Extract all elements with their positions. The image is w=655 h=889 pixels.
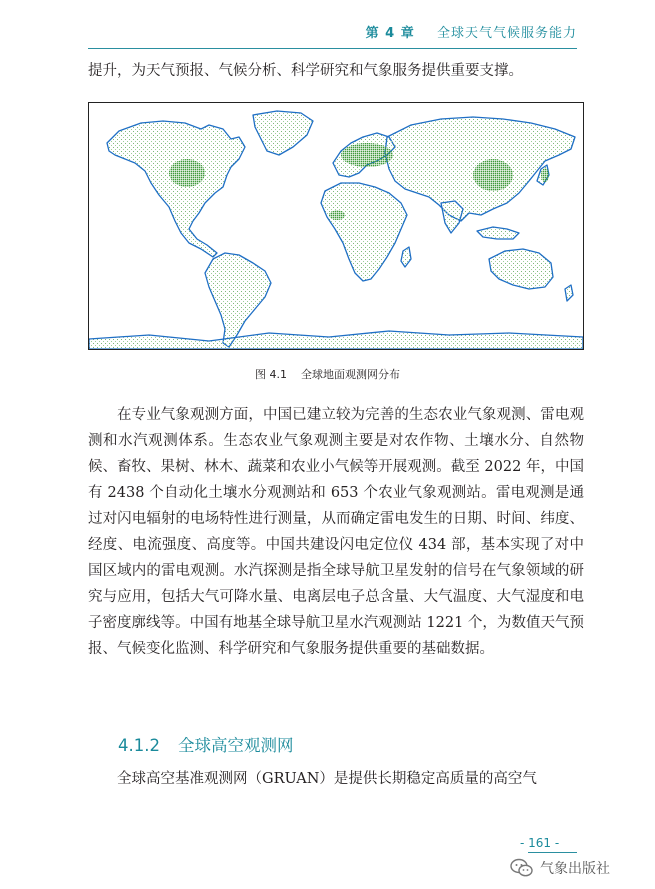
north-america-landmass: [107, 121, 245, 257]
indonesia-landmass: [477, 227, 519, 239]
paragraph-gruan: 全球高空基准观测网（GRUAN）是提供长期稳定高质量的高空气: [117, 771, 537, 787]
australia-landmass: [489, 249, 553, 289]
footer-rule: [528, 852, 577, 853]
chapter-title: [366, 22, 577, 41]
greenland-landmass: [253, 111, 313, 155]
paragraph-continued: 提升，为天气预报、气候分析、科学研究和气象服务提供重要支撑。: [88, 63, 523, 79]
antarctica-landmass: [89, 331, 583, 349]
watermark-text: 气象出版社: [540, 861, 610, 877]
india-landmass: [441, 201, 463, 233]
section-number: 4.1.2: [118, 736, 160, 755]
paragraph-observation: 在专业气象观测方面，中国已建立较为完善的生态农业气象观测、雷电观测和水汽观测体系。生态农业气象观测主要是对农作物、土壤水分、自然物候、畜牧、果树、林木、蔬菜和农业小气候等开展观测。截至 2022 年，中国有 2438 个自动化土壤水分观测站和 653 个农业气象观测站。雷电观测是通过对闪电辐射的电场特性进行测量，从而确定雷电发生的日期、时间、纬度、经度、电流强度、高度等。中国共建设闪电定位仪 434 部，基本实现了对中国区域内的雷电观测。水汽探测是指全球导航卫星发射的信号在气象领域的研究与应用，包括大气可降水量、电离层电子总含量、大气温度、大气湿度和电子密度廓线等。中国有地基全球导航卫星水汽观测站 1221 个，为数值天气预报、气候变化监测、科学研究和气象服务提供重要的基础数据。: [88, 407, 584, 657]
station-cluster-china: [473, 159, 513, 191]
page-number: - 161 -: [520, 836, 560, 850]
station-cluster-east-africa: [329, 210, 345, 220]
new-zealand-landmass: [565, 285, 573, 301]
africa-landmass: [321, 183, 407, 281]
world-map-figure: [88, 102, 584, 350]
section-heading: [118, 732, 293, 756]
figure-caption-text: 全球地面观测网分布: [301, 368, 400, 381]
wechat-icon: [510, 858, 534, 878]
world-map: [89, 103, 583, 349]
chapter-number: 第 4 章: [365, 26, 415, 41]
publisher-watermark: [508, 855, 616, 881]
madagascar-landmass: [401, 247, 411, 267]
south-america-landmass: [205, 253, 271, 347]
figure-caption: [0, 366, 655, 382]
station-cluster-europe: [341, 143, 393, 167]
section-title: 全球高空观测网: [177, 736, 294, 755]
station-cluster-north-america: [169, 159, 205, 187]
figure-number: 图 4.1: [255, 368, 287, 381]
chapter-name: 全球天气气候服务能力: [436, 26, 577, 41]
running-header: [88, 12, 577, 49]
station-cluster-japan: [541, 168, 549, 182]
